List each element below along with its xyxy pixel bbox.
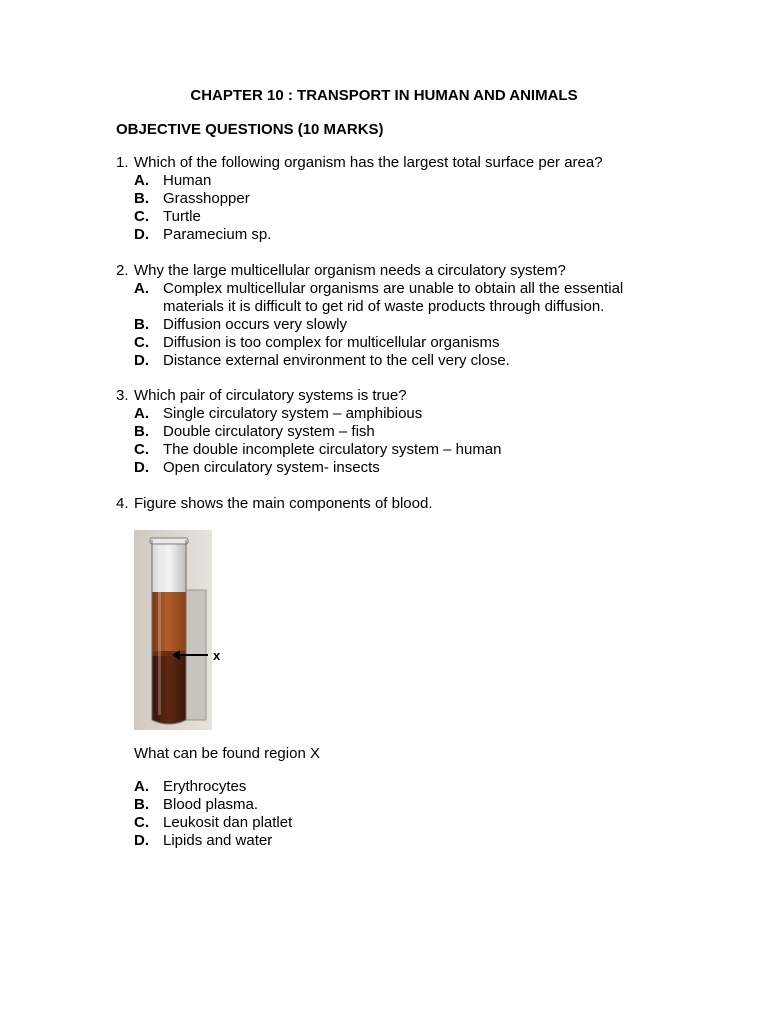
option-text: Erythrocytes — [163, 778, 247, 795]
question-stem — [116, 262, 676, 280]
option-letter: C. — [134, 208, 149, 225]
section-title: OBJECTIVE QUESTIONS (10 MARKS) — [116, 121, 384, 138]
question-text: Which pair of circulatory systems is true? — [134, 387, 407, 404]
question-stem — [116, 387, 676, 405]
question-number: 2. — [116, 262, 129, 279]
option-letter: C. — [134, 814, 149, 831]
option-letter: A. — [134, 172, 149, 189]
question-number: 3. — [116, 387, 129, 404]
blood-test-tube-figure — [134, 530, 244, 730]
option-d — [134, 832, 643, 850]
option-c — [134, 208, 676, 226]
red-cell-layer — [152, 656, 186, 724]
option-letter: A. — [134, 778, 149, 795]
option-letter: D. — [134, 459, 149, 476]
question-4 — [116, 495, 676, 513]
option-d — [134, 226, 676, 244]
option-a — [134, 405, 676, 423]
option-a — [134, 778, 643, 796]
option-a — [134, 172, 676, 190]
option-text: Lipids and water — [163, 832, 273, 849]
option-text: Leukosit dan platlet — [163, 814, 293, 831]
option-text: Paramecium sp. — [163, 226, 272, 243]
option-letter: D. — [134, 352, 149, 369]
option-c — [134, 441, 676, 459]
question-1 — [116, 154, 676, 244]
option-b — [134, 316, 676, 334]
plasma-layer — [152, 592, 186, 652]
option-text: Human — [163, 172, 212, 189]
region-x-label: x — [213, 648, 221, 663]
question-4-options — [116, 778, 643, 850]
tube-glass-top — [152, 540, 186, 595]
option-letter: A. — [134, 280, 149, 297]
option-d — [134, 459, 676, 477]
question-text: Why the large multicellular organism needs a circulatory system? — [134, 262, 566, 279]
question-stem — [116, 495, 676, 513]
option-letter: B. — [134, 423, 149, 440]
option-letter: D. — [134, 832, 149, 849]
option-text: The double incomplete circulatory system – human — [163, 441, 502, 458]
chapter-title: CHAPTER 10 : TRANSPORT IN HUMAN AND ANIMALS — [190, 87, 578, 104]
option-text: Open circulatory system- insects — [163, 459, 380, 476]
option-letter: C. — [134, 334, 149, 351]
option-letter: A. — [134, 405, 149, 422]
tube-highlight — [158, 545, 161, 715]
option-text: Grasshopper — [163, 190, 250, 207]
question-number: 4. — [116, 495, 129, 512]
option-letter: B. — [134, 796, 149, 813]
option-c — [134, 814, 643, 832]
option-b — [134, 796, 643, 814]
option-text: Complex multicellular organisms are unable to obtain all the essential materials it is difficult to get rid of waste products through diffusion. — [163, 280, 624, 315]
option-b — [134, 190, 676, 208]
option-letter: D. — [134, 226, 149, 243]
option-text: Blood plasma. — [163, 796, 259, 813]
option-a — [134, 280, 676, 316]
option-letter: B. — [134, 190, 149, 207]
question-number: 1. — [116, 154, 129, 171]
sub-question-text: What can be found region X — [134, 745, 320, 762]
option-text: Double circulatory system – fish — [163, 423, 375, 440]
question-stem — [116, 154, 676, 172]
tube-rim — [150, 538, 188, 544]
option-letter: C. — [134, 441, 149, 458]
question-text: Figure shows the main components of blood. — [134, 495, 433, 512]
option-text: Distance external environment to the cell very close. — [163, 352, 510, 369]
option-text: Diffusion occurs very slowly — [163, 316, 347, 333]
question-2 — [116, 262, 676, 370]
option-text: Single circulatory system – amphibious — [163, 405, 423, 422]
test-tube-image — [134, 530, 244, 730]
option-c — [134, 334, 676, 352]
option-d — [134, 352, 676, 370]
question-3 — [116, 387, 676, 477]
question-text: Which of the following organism has the largest total surface per area? — [134, 154, 603, 171]
option-b — [134, 423, 676, 441]
option-letter: B. — [134, 316, 149, 333]
option-text: Turtle — [163, 208, 201, 225]
option-text: Diffusion is too complex for multicellular organisms — [163, 334, 500, 351]
